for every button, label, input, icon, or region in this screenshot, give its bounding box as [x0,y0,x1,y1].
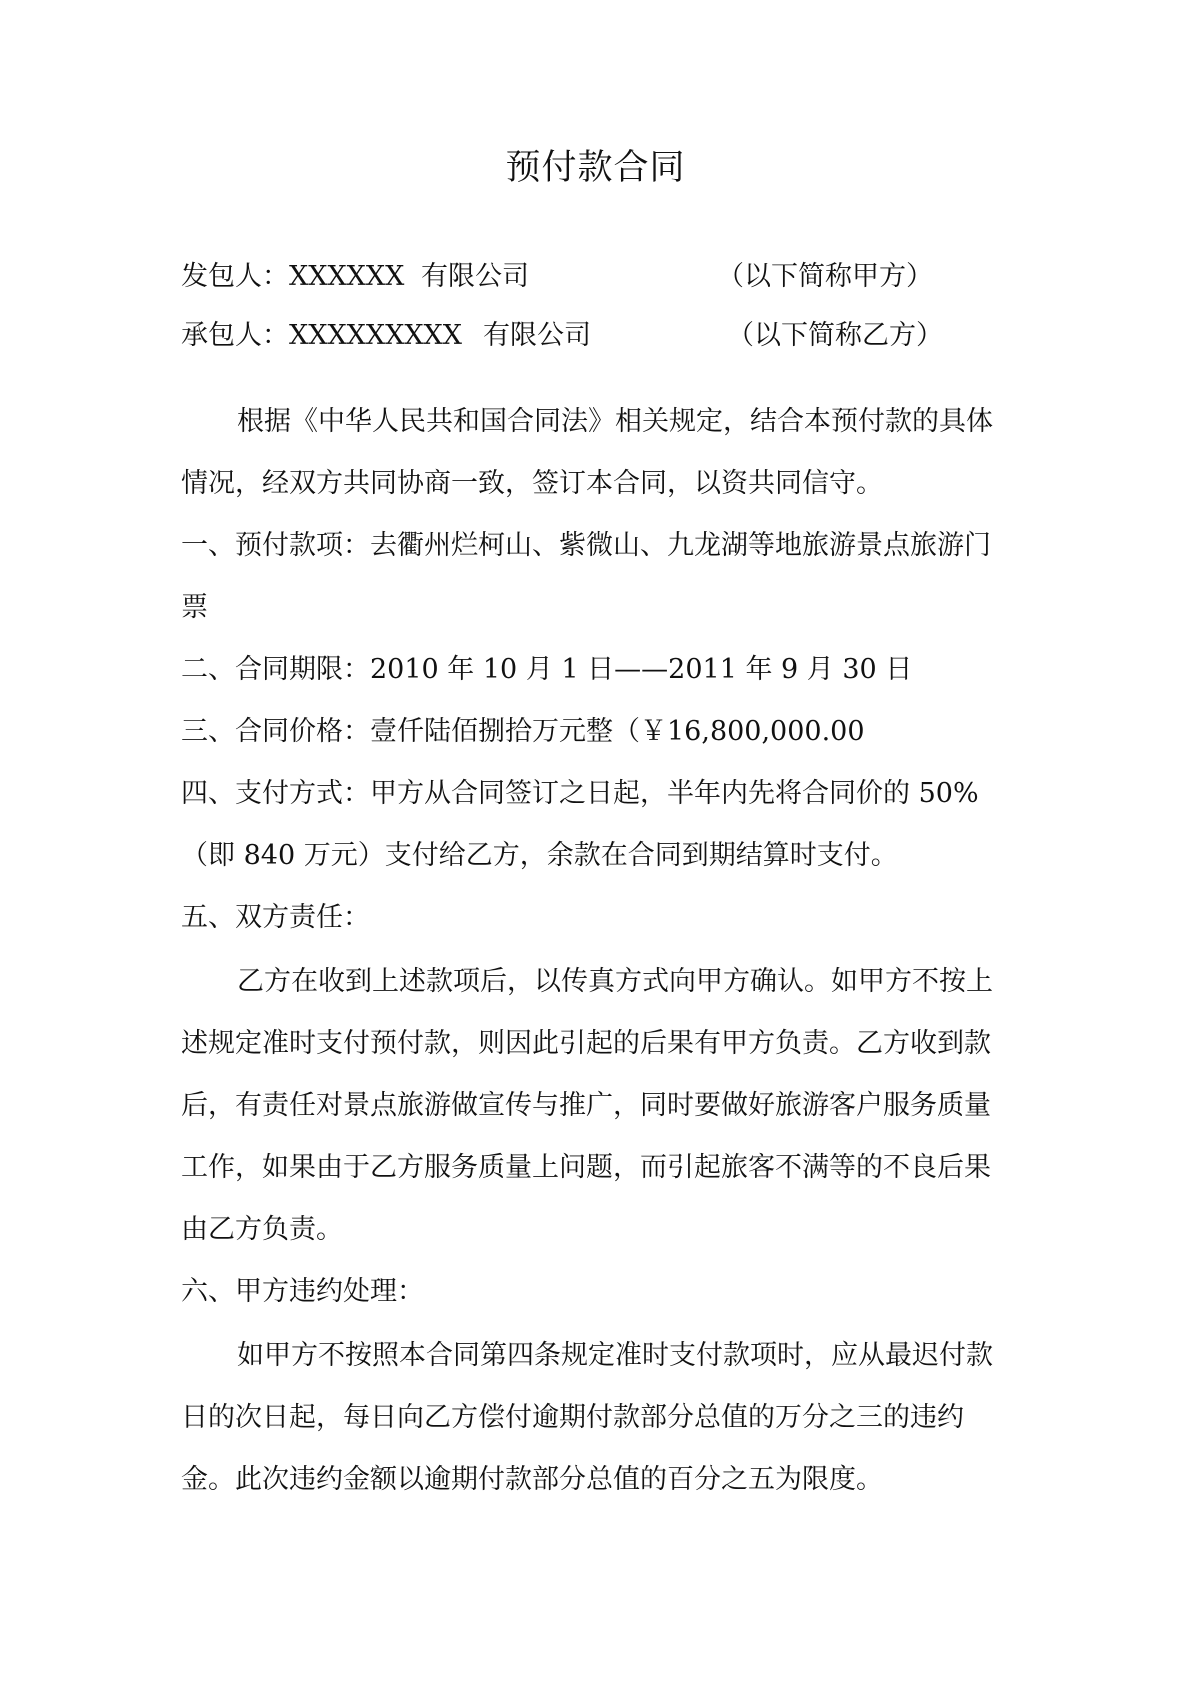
party-a-label: 发包人： [181,261,289,292]
section-4-line-2: （即 840 万元）支付给乙方，余款在合同到期结算时支付。 [181,840,898,871]
party-b-label: 承包人： [181,320,289,351]
section-5-para-line-3: 后，有责任对景点旅游做宣传与推广，同时要做好旅游客户服务质量 [181,1090,991,1121]
section-6-para-line-2: 日的次日起，每日向乙方偿付逾期付款部分总值的万分之三的违约 [181,1402,964,1433]
party-a-line [181,257,1021,297]
party-b-line [181,316,1021,356]
party-b-name: XXXXXXXXX [289,320,462,351]
document-title: 预付款合同 [505,148,686,188]
section-1-line-2: 票 [181,592,208,623]
party-b-suffix: 有限公司 [483,320,591,351]
section-5-para-line-4: 工作，如果由于乙方服务质量上问题，而引起旅客不满等的不良后果 [181,1152,991,1183]
intro-line-1: 根据《中华人民共和国合同法》相关规定，结合本预付款的具体 [237,406,993,437]
section-3-line-1: 三、合同价格：壹仟陆佰捌拾万元整（￥16,800,000.00 [181,716,865,747]
section-2-line-1: 二、合同期限：2010 年 10 月 1 日——2011 年 9 月 30 日 [181,654,913,685]
section-5-heading: 五、双方责任： [181,902,370,933]
section-6-heading: 六、甲方违约处理： [181,1276,424,1307]
party-a-name: XXXXXX [289,261,405,292]
section-6-para-line-3: 金。此次违约金额以逾期付款部分总值的百分之五为限度。 [181,1464,883,1495]
party-a-suffix: 有限公司 [421,261,529,292]
section-5-para-line-2: 述规定准时支付预付款，则因此引起的后果有甲方负责。乙方收到款 [181,1028,991,1059]
section-1-line-1: 一、预付款项：去衢州烂柯山、紫微山、九龙湖等地旅游景点旅游门 [181,530,991,561]
section-5-para-line-5: 由乙方负责。 [181,1214,343,1245]
section-6-para-line-1: 如甲方不按照本合同第四条规定准时支付款项时，应从最迟付款 [237,1340,993,1371]
intro-line-2: 情况，经双方共同协商一致，签订本合同，以资共同信守。 [181,468,883,499]
section-5-para-line-1: 乙方在收到上述款项后，以传真方式向甲方确认。如甲方不按上 [237,966,993,997]
section-4-line-1: 四、支付方式：甲方从合同签订之日起，半年内先将合同价的 50% [181,778,979,809]
party-a-abbr: （以下简称甲方） [717,261,933,292]
party-b-abbr: （以下简称乙方） [727,320,943,351]
